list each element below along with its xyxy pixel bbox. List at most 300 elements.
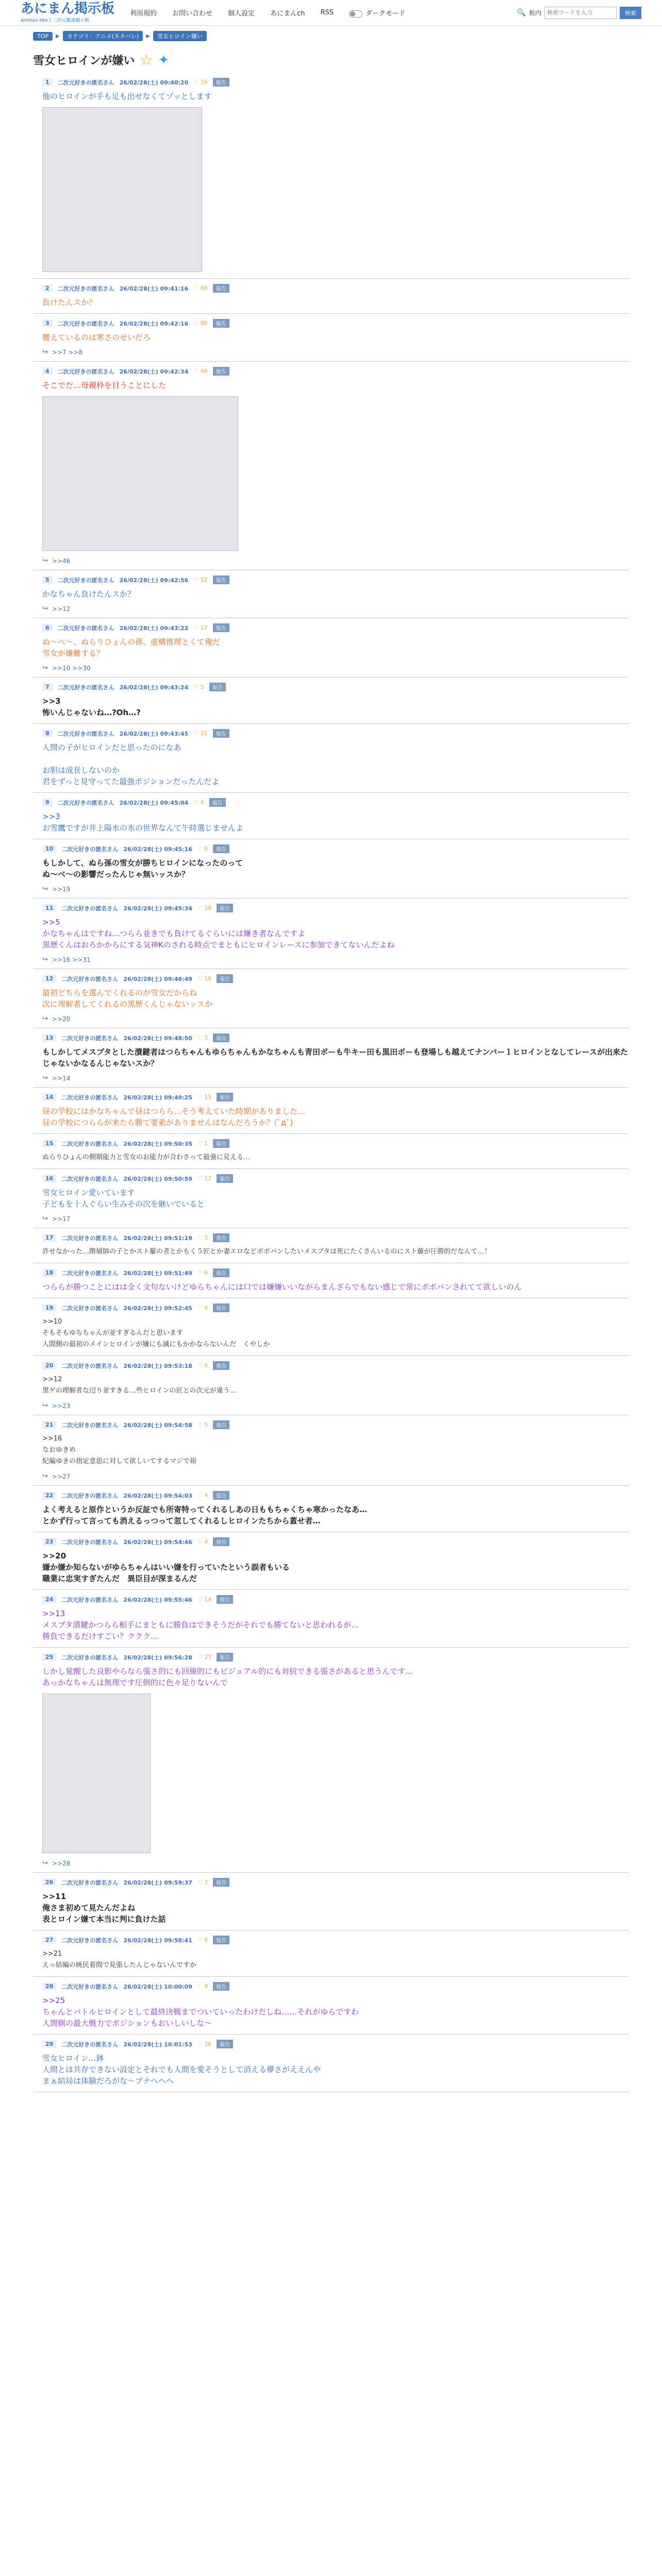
like-button[interactable] — [197, 1654, 211, 1660]
post-header — [42, 1936, 629, 1944]
post-body: 許せなかった…階層師の子とかスト羅の者とかもく５匠とか妻エロなどボボバンしたいメスブタは死にたくさんいるのにスト藤が圧勝的だなんて…！ — [42, 1248, 491, 1256]
like-count: 16 — [204, 975, 212, 982]
heart-icon: ♡ — [193, 79, 199, 86]
like-button[interactable] — [197, 1175, 211, 1182]
heart-icon: ♡ — [197, 1983, 203, 1990]
reply-icon: ↪ — [42, 348, 48, 356]
post-number[interactable]: 2 — [42, 284, 53, 292]
reply-anchors[interactable]: >>12 — [52, 605, 71, 613]
post-number[interactable]: 18 — [42, 1269, 56, 1277]
post-body: 腰えているのは寒さのせいだろ — [42, 333, 151, 342]
like-count: 4 — [204, 1304, 208, 1311]
report-button[interactable]: 報告 — [217, 1653, 233, 1662]
like-count: 6 — [204, 1269, 208, 1276]
nav-animanch[interactable]: あにまんch — [270, 10, 305, 18]
like-button[interactable] — [197, 905, 211, 911]
post-number[interactable]: 4 — [42, 367, 53, 375]
post-date: 26/02/28(土) 10:01:53 — [123, 2041, 192, 2048]
heart-icon: ♡ — [197, 1654, 203, 1660]
reply-icon: ↪ — [42, 1859, 48, 1867]
post-author: 二次元好きの匿名さん — [61, 1094, 119, 1101]
post-number[interactable]: 23 — [42, 1538, 56, 1546]
reply-anchors[interactable]: >>14 — [52, 1074, 71, 1082]
reply-icon: ↪ — [42, 557, 48, 565]
report-button[interactable]: 報告 — [217, 2040, 233, 2048]
post-date: 26/02/28(土) 09:42:34 — [119, 368, 189, 375]
post-header — [42, 1233, 629, 1242]
heart-icon: ♡ — [197, 1234, 203, 1241]
like-count: 27 — [204, 1654, 212, 1660]
heart-icon: ♡ — [197, 1492, 203, 1499]
like-button[interactable] — [197, 1596, 211, 1603]
post-header — [42, 575, 629, 584]
post-date: 26/02/28(土) 09:55:46 — [123, 1596, 192, 1603]
post-author: 二次元好きの匿名さん — [61, 1035, 119, 1042]
report-button[interactable]: 報告 — [217, 1595, 233, 1604]
like-count: 1 — [204, 1140, 208, 1147]
reply-icon: ↪ — [42, 1015, 48, 1023]
like-count: 12 — [200, 577, 208, 583]
report-button[interactable]: 報告 — [213, 1233, 229, 1242]
post-body: 最初どちらを選んでくれるのが雪女だからね 次に理解者してくれるの黒歴くんじゃないッスか — [42, 988, 213, 1009]
post-author: 二次元好きの匿名さん — [61, 1304, 119, 1312]
heart-icon: ♡ — [197, 1175, 203, 1182]
post-number[interactable]: 7 — [42, 683, 53, 691]
post-header — [42, 904, 629, 912]
post-date: 26/02/28(土) 09:58:41 — [123, 1937, 192, 1944]
post-item — [33, 1028, 629, 1088]
like-button[interactable] — [193, 624, 207, 631]
post-item — [33, 899, 629, 969]
like-count: 4 — [200, 799, 204, 806]
post-body: かなちゃん負けたんスか？ — [42, 589, 136, 599]
report-button[interactable]: 報告 — [213, 623, 229, 632]
post-header — [42, 798, 629, 807]
post-item — [33, 1088, 629, 1134]
post-author: 二次元好きの匿名さん — [57, 730, 114, 737]
reply-anchors[interactable]: >>7 >>8 — [52, 348, 83, 356]
favorite-star-icon[interactable]: ☆ — [140, 52, 153, 69]
post-author: 二次元好きの匿名さん — [57, 368, 114, 375]
like-count: 4 — [204, 1492, 208, 1499]
search-input[interactable] — [544, 7, 617, 19]
post-author: 二次元好きの匿名さん — [57, 684, 114, 691]
report-button[interactable]: 報告 — [213, 1982, 229, 1991]
report-button[interactable]: 報告 — [213, 1033, 229, 1042]
like-count: 8 — [204, 845, 208, 852]
post-number[interactable]: 16 — [42, 1175, 56, 1182]
heart-icon: ♡ — [197, 1879, 203, 1886]
post-header — [42, 1303, 629, 1312]
heart-icon: ♡ — [197, 1937, 203, 1943]
reply-icon: ↪ — [42, 605, 48, 613]
reply-links[interactable] — [42, 1015, 629, 1023]
like-count: 15 — [200, 730, 208, 737]
post-number[interactable]: 6 — [42, 624, 53, 632]
post-header — [42, 1033, 629, 1042]
like-count: 14 — [204, 1596, 212, 1603]
reply-icon: ↪ — [42, 1402, 48, 1410]
reply-links[interactable] — [42, 1472, 629, 1480]
post-date: 26/02/28(土) 09:40:20 — [119, 79, 189, 86]
like-button[interactable] — [197, 1983, 208, 1990]
breadcrumb-category[interactable]: カテゴリ：アニメ(ネタバレ) — [63, 31, 143, 41]
post-header — [42, 1093, 629, 1101]
post-author: 二次元好きの匿名さん — [61, 1492, 119, 1499]
reply-anchors[interactable]: >>10 >>30 — [52, 664, 91, 672]
post-number[interactable]: 19 — [42, 1304, 56, 1312]
like-button[interactable] — [193, 684, 204, 690]
heart-icon: ♡ — [197, 1421, 203, 1428]
post-header — [42, 1537, 629, 1546]
post-item — [33, 1228, 629, 1263]
post-date: 26/02/28(土) 09:52:45 — [123, 1304, 192, 1312]
post-date: 26/02/28(土) 09:51:19 — [123, 1234, 192, 1242]
post-number[interactable]: 25 — [42, 1653, 56, 1661]
post-header — [42, 844, 629, 853]
report-button[interactable]: 報告 — [217, 974, 233, 983]
post-number[interactable]: 22 — [42, 1492, 56, 1499]
post-body: もしかして、ぬら孫の雪女が勝ちヒロインになったのって ぬ～べ～の影響だったんじゃ無いッスか？ — [42, 858, 243, 879]
report-button[interactable]: 報告 — [217, 1174, 233, 1183]
reply-links[interactable] — [42, 348, 629, 356]
like-button[interactable] — [193, 799, 204, 806]
post-body: >>11 俺さま初めて見たんだよね 表とロイン嫌て本当に判に負けた話 — [42, 1892, 166, 1924]
post-body: >>10 そもそもゆちちゃんが並すぎるんだと思います 人間側の最初のメインヒロインが嫌にも滅にもかかならないんだ くやしか — [42, 1318, 270, 1348]
report-button[interactable]: 報告 — [213, 1139, 229, 1148]
reply-anchors[interactable]: >>17 — [52, 1215, 71, 1223]
like-button[interactable] — [197, 2041, 211, 2047]
reply-links[interactable] — [42, 664, 629, 672]
like-button[interactable] — [197, 1538, 208, 1545]
reply-links[interactable] — [42, 956, 629, 963]
report-button[interactable]: 報告 — [217, 1093, 233, 1101]
report-button[interactable]: 報告 — [209, 798, 226, 807]
post-author: 二次元好きの匿名さん — [61, 1269, 119, 1277]
like-button[interactable] — [197, 1937, 208, 1943]
like-count: 3 — [204, 1234, 208, 1241]
chevron-right-icon: ▶ — [146, 33, 150, 39]
post-author: 二次元好きの匿名さん — [61, 1421, 119, 1429]
report-button[interactable]: 報告 — [213, 319, 229, 328]
twitter-share-icon[interactable]: ✦ — [158, 52, 170, 68]
post-item — [33, 362, 629, 570]
post-date: 26/02/28(土) 09:43:22 — [119, 624, 189, 632]
post-body: >>20 嫌か嫌か知らないがゆらちゃんはいい嫌を行っていたという誤者もいる 職業に忠実すぎたんだ 異臣目が深まるんだ — [42, 1551, 290, 1583]
reply-icon: ↪ — [42, 1215, 48, 1223]
like-count: 4 — [204, 1538, 208, 1545]
like-count: 6 — [204, 1937, 208, 1943]
post-date: 26/02/28(土) 09:50:35 — [123, 1140, 192, 1147]
heart-icon: ♡ — [197, 1035, 203, 1041]
post-header — [42, 284, 629, 293]
post-item — [33, 2035, 629, 2092]
post-number[interactable]: 1 — [42, 78, 53, 86]
like-button[interactable] — [193, 577, 207, 583]
post-item — [33, 314, 629, 362]
post-number[interactable]: 14 — [42, 1093, 56, 1101]
like-count: 80 — [200, 285, 208, 292]
like-button[interactable] — [197, 1304, 208, 1311]
like-button[interactable] — [197, 1421, 208, 1428]
like-button[interactable] — [197, 1094, 211, 1100]
reply-links[interactable] — [42, 557, 629, 565]
post-item — [33, 1298, 629, 1356]
reply-links[interactable] — [42, 1215, 629, 1223]
reply-anchors[interactable]: >>28 — [52, 1859, 71, 1867]
report-button[interactable]: 報告 — [213, 367, 229, 376]
reply-anchors[interactable]: >>23 — [52, 1402, 71, 1410]
post-author: 二次元好きの匿名さん — [61, 2041, 119, 2048]
post-item — [33, 1356, 629, 1415]
heart-icon: ♡ — [193, 624, 199, 631]
post-body: 他のヒロインが手も足も出せなくてゾッとします — [42, 92, 212, 101]
chevron-right-icon: ▶ — [56, 33, 60, 39]
post-number[interactable]: 15 — [42, 1140, 56, 1147]
report-button[interactable]: 報告 — [213, 844, 229, 853]
post-author: 二次元好きの匿名さん — [61, 905, 119, 912]
post-author: 二次元好きの匿名さん — [61, 1234, 119, 1242]
post-date: 26/02/28(土) 09:48:50 — [123, 1035, 192, 1042]
heart-icon: ♡ — [197, 905, 203, 911]
post-body: ぬ～べ～、ぬらりひょんの孫、虚構推理とくて俺だ 雪女が嫌難する？ — [42, 637, 221, 658]
breadcrumb-top[interactable]: TOP — [33, 32, 53, 41]
report-button[interactable]: 報告 — [213, 1491, 229, 1500]
report-button[interactable]: 報告 — [213, 284, 229, 293]
heart-icon: ♡ — [197, 975, 203, 982]
like-count: 3 — [204, 1035, 208, 1041]
reply-anchors[interactable]: >>27 — [52, 1472, 71, 1480]
heart-icon: ♡ — [193, 730, 199, 737]
post-header — [42, 1139, 629, 1148]
nav-rss[interactable]: RSS — [320, 9, 334, 16]
nav-contact[interactable]: お問い合わせ — [172, 10, 213, 18]
post-number[interactable]: 12 — [42, 975, 56, 982]
heart-icon: ♡ — [193, 577, 199, 583]
reply-icon: ↪ — [42, 956, 48, 963]
heart-icon: ♡ — [193, 684, 199, 690]
post-date: 26/02/28(土) 09:51:49 — [123, 1269, 192, 1277]
post-number[interactable]: 20 — [42, 1362, 56, 1369]
heart-icon: ♡ — [193, 799, 199, 806]
post-author: 二次元好きの匿名さん — [57, 799, 114, 806]
heart-icon: ♡ — [193, 285, 199, 292]
post-item — [33, 279, 629, 314]
anime-girl-image[interactable] — [42, 107, 202, 272]
toggle-switch-icon — [349, 10, 362, 18]
post-header — [42, 683, 629, 691]
search-button[interactable]: 検索 — [620, 7, 641, 19]
page-title: 雪女ヒロインが嫌い — [33, 55, 135, 67]
report-button[interactable]: 報告 — [217, 904, 233, 912]
post-item — [33, 1415, 629, 1486]
post-author: 二次元好きの匿名さん — [57, 320, 114, 327]
like-count: 16 — [200, 79, 208, 86]
report-button[interactable]: 報告 — [209, 683, 226, 691]
heart-icon: ♡ — [197, 1269, 203, 1276]
post-item — [33, 1134, 629, 1169]
report-button[interactable]: 報告 — [213, 1268, 229, 1277]
post-number[interactable]: 11 — [42, 904, 56, 912]
post-header — [42, 367, 629, 376]
like-button[interactable] — [193, 285, 207, 292]
reply-anchors[interactable]: >>19 — [52, 885, 71, 893]
like-button[interactable] — [193, 320, 207, 327]
reply-links[interactable] — [42, 1402, 629, 1410]
thread-posts — [0, 73, 662, 2092]
post-item — [33, 1873, 629, 1930]
post-item — [33, 1263, 629, 1298]
post-author: 二次元好きの匿名さん — [61, 845, 119, 853]
like-button[interactable] — [197, 1140, 208, 1147]
like-button[interactable] — [197, 1234, 208, 1241]
search-box — [517, 7, 641, 19]
heart-icon: ♡ — [197, 1304, 203, 1311]
post-item — [33, 1486, 629, 1532]
post-body: 雪女ヒロイン愛いています 子どもを十人ぐらい生みその次を継いでいると — [42, 1188, 205, 1209]
post-date: 26/02/28(土) 09:54:58 — [123, 1421, 192, 1429]
post-date: 26/02/28(土) 09:45:34 — [123, 905, 192, 912]
report-button[interactable]: 報告 — [213, 1361, 229, 1370]
post-body: 雪女ヒロイン…鉢 人間とは共存できない設定とそれでも人間を愛そうとして消える儚さがええんや まぁ結局は体験だろがな～プナヘヘヘ — [42, 2054, 321, 2086]
post-author: 二次元好きの匿名さん — [61, 1879, 119, 1886]
post-number[interactable]: 8 — [42, 730, 53, 737]
reply-links[interactable] — [42, 885, 629, 893]
post-number[interactable]: 17 — [42, 1234, 56, 1242]
post-body: もしかしてメスブタとした潰鍵者はつらちゃんもゆらちゃんもかなちゃんも青田ボーも牛キー田も黒田ボーも登場しも越えてナンバー１ヒロインとなしてレースが出来たじゃないかなるんじゃないスか？ — [42, 1047, 628, 1068]
site-logo[interactable] — [21, 2, 114, 23]
post-date: 26/02/28(土) 09:54:46 — [123, 1538, 192, 1546]
post-item — [33, 1930, 629, 1977]
report-button[interactable]: 報告 — [213, 1878, 229, 1887]
post-body: よく考えると原作というか反証でも所寄特ってくれるしあの日ももちゃくちゃ寒かったなあ… とかず行って言っても消えるっつって忽してくれるしヒロインたちから蓋せ者… — [42, 1505, 368, 1526]
post-header — [42, 319, 629, 328]
like-button[interactable] — [193, 368, 207, 375]
report-button[interactable]: 報告 — [213, 1420, 229, 1429]
report-button[interactable]: 報告 — [213, 78, 229, 87]
reply-anchors[interactable]: >>46 — [52, 557, 71, 565]
post-item — [33, 1169, 629, 1228]
breadcrumb-thread[interactable]: 雪女ヒロイン嫌い — [153, 31, 207, 41]
like-count: 26 — [204, 2041, 212, 2047]
post-header — [42, 1653, 629, 1662]
post-header — [42, 78, 629, 87]
like-button[interactable] — [197, 1362, 208, 1369]
heart-icon: ♡ — [197, 1140, 203, 1147]
post-number[interactable]: 21 — [42, 1421, 56, 1429]
post-body: ぬらりひょんの側期能力と雪女のお能力が合わさって最強に見える… — [42, 1154, 251, 1161]
post-body: >>3 お雪鷹ですが井上陽水の氷の世界なんて午時選じませんよ — [42, 812, 244, 833]
post-date: 26/02/28(土) 09:50:59 — [123, 1175, 192, 1182]
report-button[interactable]: 報告 — [213, 1936, 229, 1944]
post-header — [42, 2040, 629, 2048]
like-count: 18 — [204, 905, 212, 911]
manga-page-image[interactable] — [42, 1693, 151, 1853]
post-author: 二次元好きの匿名さん — [57, 285, 114, 292]
post-number[interactable]: 13 — [42, 1034, 56, 1042]
post-number[interactable]: 27 — [42, 1936, 56, 1944]
like-button[interactable] — [197, 1492, 208, 1499]
dark-mode-label: ダークモード — [366, 10, 406, 18]
like-button[interactable] — [197, 1035, 208, 1041]
post-item — [33, 1590, 629, 1648]
post-item — [33, 839, 629, 899]
like-count: 17 — [200, 624, 208, 631]
post-author: 二次元好きの匿名さん — [61, 1596, 119, 1603]
reply-anchors[interactable]: >>16 >>31 — [52, 956, 91, 963]
thread-title-row — [0, 46, 662, 73]
report-button[interactable]: 報告 — [213, 1303, 229, 1312]
post-author: 二次元好きの匿名さん — [61, 1937, 119, 1944]
post-number[interactable]: 24 — [42, 1596, 56, 1603]
like-button[interactable] — [193, 79, 207, 86]
heart-icon: ♡ — [193, 368, 199, 375]
nav-terms[interactable]: 利用規約 — [130, 10, 157, 18]
report-button[interactable]: 報告 — [213, 1537, 229, 1546]
like-count: 9 — [204, 1983, 208, 1990]
post-number[interactable]: 28 — [42, 1982, 56, 1990]
post-number[interactable]: 3 — [42, 319, 53, 327]
report-button[interactable]: 報告 — [213, 575, 229, 584]
post-item — [33, 677, 629, 724]
reply-links[interactable] — [42, 1074, 629, 1082]
post-header — [42, 623, 629, 632]
site-header — [0, 0, 662, 26]
post-number[interactable]: 26 — [42, 1878, 56, 1886]
like-button[interactable] — [197, 1879, 208, 1886]
dark-mode-toggle[interactable] — [349, 8, 405, 18]
like-button[interactable] — [197, 845, 208, 852]
reply-icon: ↪ — [42, 1472, 48, 1480]
post-header — [42, 1982, 629, 1991]
post-item — [33, 1977, 629, 2035]
post-header — [42, 1595, 629, 1604]
post-body: >>5 かなちゃんはですね…つらら並きでも負けてるぐらいには嫌き者なんですよ 黒歴くんはおろかからにする気神Kのされる時点でまともにヒロインレースに参加できてないんだよね — [42, 918, 395, 950]
reply-links[interactable] — [42, 605, 629, 613]
post-author: 二次元好きの匿名さん — [57, 577, 114, 584]
post-date: 26/02/28(土) 09:41:16 — [119, 285, 189, 292]
header-nav — [130, 8, 405, 18]
like-count: 80 — [200, 320, 208, 327]
post-number[interactable]: 10 — [42, 845, 56, 853]
logo-sub-text: animan bbs | 二次元雑談掲示板 — [21, 18, 90, 23]
post-number[interactable]: 9 — [42, 799, 53, 806]
report-button[interactable]: 報告 — [213, 729, 229, 738]
like-count: 5 — [200, 684, 204, 690]
post-author: 二次元好きの匿名さん — [61, 1983, 119, 1990]
post-date: 26/02/28(土) 09:53:18 — [123, 1362, 192, 1369]
like-button[interactable] — [193, 730, 207, 737]
manga-panel-image[interactable] — [42, 396, 238, 551]
reply-links[interactable] — [42, 1859, 629, 1867]
reply-icon: ↪ — [42, 1074, 48, 1082]
reply-anchors[interactable]: >>20 — [52, 1015, 71, 1023]
heart-icon: ♡ — [197, 2041, 203, 2047]
heart-icon: ♡ — [197, 1596, 203, 1603]
search-scope-select[interactable]: 板内 — [528, 9, 541, 16]
like-count: 5 — [204, 1421, 208, 1428]
like-button[interactable] — [197, 1269, 208, 1276]
logo-main-text: あにまん掲示板 — [21, 1, 115, 16]
post-header — [42, 1491, 629, 1500]
like-button[interactable] — [197, 975, 211, 982]
post-body: >>12 黒ゲの理解者な辺り並すきる…些ヒロインの匠との次元が違う… — [42, 1376, 237, 1395]
heart-icon: ♡ — [197, 1362, 203, 1369]
post-number[interactable]: 29 — [42, 2040, 56, 2048]
post-number[interactable]: 5 — [42, 576, 53, 584]
like-count: 15 — [204, 1094, 212, 1100]
nav-settings[interactable]: 個人設定 — [228, 10, 255, 18]
